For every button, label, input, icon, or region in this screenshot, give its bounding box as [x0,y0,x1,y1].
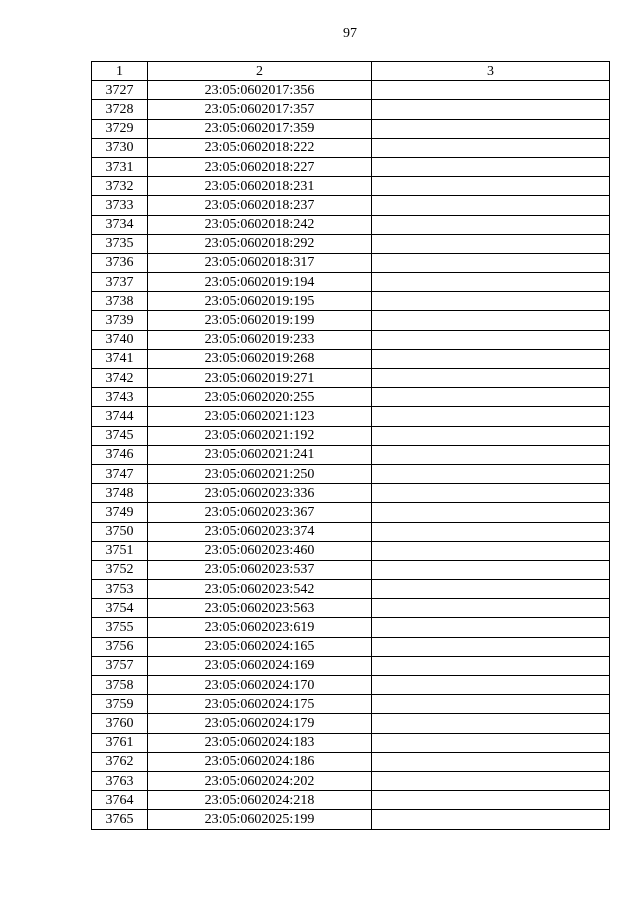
cadastral-number-cell: 23:05:0602019:271 [148,369,372,388]
cadastral-number-cell: 23:05:0602017:359 [148,119,372,138]
cadastral-number-cell: 23:05:0602019:195 [148,292,372,311]
notes-cell [372,388,610,407]
table-row [92,273,610,292]
cadastral-number-cell: 23:05:0602024:183 [148,733,372,752]
row-number-cell: 3752 [92,560,148,579]
table-row [92,637,610,656]
cadastral-number-cell: 23:05:0602021:241 [148,445,372,464]
row-number-cell: 3733 [92,196,148,215]
table-row [92,714,610,733]
table-row [92,177,610,196]
row-number-cell: 3741 [92,349,148,368]
row-number-cell: 3736 [92,253,148,272]
notes-cell [372,560,610,579]
row-number-cell: 3727 [92,81,148,100]
notes-cell [372,733,610,752]
cadastral-number-cell: 23:05:0602021:250 [148,464,372,483]
row-number-cell: 3755 [92,618,148,637]
table-row [92,771,610,790]
table-row [92,599,610,618]
table-row [92,234,610,253]
row-number-cell: 3760 [92,714,148,733]
row-number-cell: 3731 [92,157,148,176]
row-number-cell: 3738 [92,292,148,311]
notes-cell [372,253,610,272]
notes-cell [372,714,610,733]
cadastral-number-cell: 23:05:0602023:460 [148,541,372,560]
row-number-cell: 3743 [92,388,148,407]
notes-cell [372,81,610,100]
notes-cell [372,157,610,176]
table-body [92,62,610,830]
row-number-cell: 3746 [92,445,148,464]
notes-cell [372,426,610,445]
row-number-cell: 3745 [92,426,148,445]
notes-cell [372,791,610,810]
table-row [92,656,610,675]
table-row [92,445,610,464]
cadastral-number-cell: 23:05:0602018:242 [148,215,372,234]
table-row [92,618,610,637]
table-row [92,349,610,368]
cadastral-number-cell: 23:05:0602021:192 [148,426,372,445]
cadastral-number-cell: 23:05:0602023:619 [148,618,372,637]
table-row [92,119,610,138]
cadastral-number-cell: 23:05:0602024:186 [148,752,372,771]
notes-cell [372,100,610,119]
notes-cell [372,138,610,157]
table-row [92,464,610,483]
table-row [92,311,610,330]
cadastral-number-cell: 23:05:0602023:542 [148,580,372,599]
notes-cell [372,599,610,618]
notes-cell [372,522,610,541]
cadastral-number-cell: 23:05:0602024:179 [148,714,372,733]
table-row [92,676,610,695]
cadastral-table [91,61,610,830]
cadastral-number-cell: 23:05:0602018:317 [148,253,372,272]
row-number-cell: 3761 [92,733,148,752]
table-row [92,138,610,157]
table-row [92,503,610,522]
cadastral-number-cell: 23:05:0602019:233 [148,330,372,349]
notes-cell [372,580,610,599]
cadastral-number-cell: 23:05:0602024:218 [148,791,372,810]
table-row [92,733,610,752]
table-row [92,791,610,810]
row-number-cell: 3759 [92,695,148,714]
notes-cell [372,676,610,695]
table-header-row [92,62,610,81]
row-number-cell: 3730 [92,138,148,157]
row-number-cell: 3729 [92,119,148,138]
row-number-cell: 3758 [92,676,148,695]
cadastral-number-cell: 23:05:0602024:175 [148,695,372,714]
row-number-cell: 3735 [92,234,148,253]
table-row [92,196,610,215]
row-number-cell: 3732 [92,177,148,196]
table-row [92,100,610,119]
row-number-cell: 3754 [92,599,148,618]
cadastral-number-cell: 23:05:0602018:292 [148,234,372,253]
notes-cell [372,369,610,388]
table-row [92,426,610,445]
notes-cell [372,771,610,790]
cadastral-number-cell: 23:05:0602017:357 [148,100,372,119]
cadastral-number-cell: 23:05:0602023:537 [148,560,372,579]
row-number-cell: 3751 [92,541,148,560]
notes-cell [372,273,610,292]
table-row [92,330,610,349]
notes-cell [372,484,610,503]
table-row [92,695,610,714]
table-row [92,752,610,771]
table-row [92,407,610,426]
notes-cell [372,292,610,311]
cadastral-number-cell: 23:05:0602025:199 [148,810,372,829]
row-number-cell: 3749 [92,503,148,522]
table-row [92,81,610,100]
notes-cell [372,177,610,196]
notes-cell [372,810,610,829]
table-row [92,560,610,579]
table-row [92,484,610,503]
table-row [92,157,610,176]
notes-cell [372,349,610,368]
notes-cell [372,196,610,215]
cadastral-number-cell: 23:05:0602024:169 [148,656,372,675]
cadastral-number-cell: 23:05:0602024:170 [148,676,372,695]
cadastral-number-cell: 23:05:0602017:356 [148,81,372,100]
row-number-cell: 3750 [92,522,148,541]
notes-cell [372,541,610,560]
cadastral-number-cell: 23:05:0602020:255 [148,388,372,407]
cadastral-number-cell: 23:05:0602018:227 [148,157,372,176]
table-row [92,292,610,311]
table-row [92,215,610,234]
cadastral-number-cell: 23:05:0602018:222 [148,138,372,157]
cadastral-number-cell: 23:05:0602019:194 [148,273,372,292]
row-number-cell: 3748 [92,484,148,503]
notes-cell [372,119,610,138]
page-number: 97 [343,26,357,41]
table-row [92,541,610,560]
cadastral-number-cell: 23:05:0602018:231 [148,177,372,196]
row-number-cell: 3765 [92,810,148,829]
cadastral-number-cell: 23:05:0602023:374 [148,522,372,541]
table-row [92,369,610,388]
notes-cell [372,330,610,349]
table-row [92,253,610,272]
row-number-cell: 3739 [92,311,148,330]
notes-cell [372,752,610,771]
notes-cell [372,618,610,637]
notes-cell [372,503,610,522]
cadastral-number-cell: 23:05:0602024:165 [148,637,372,656]
notes-cell [372,695,610,714]
notes-cell [372,407,610,426]
row-number-cell: 3744 [92,407,148,426]
notes-cell [372,464,610,483]
column-header-1: 1 [92,62,148,81]
table-row [92,522,610,541]
notes-cell [372,215,610,234]
column-header-2: 2 [148,62,372,81]
row-number-cell: 3757 [92,656,148,675]
row-number-cell: 3753 [92,580,148,599]
notes-cell [372,445,610,464]
notes-cell [372,656,610,675]
column-header-3: 3 [372,62,610,81]
notes-cell [372,637,610,656]
cadastral-number-cell: 23:05:0602019:268 [148,349,372,368]
row-number-cell: 3763 [92,771,148,790]
cadastral-number-cell: 23:05:0602023:367 [148,503,372,522]
cadastral-number-cell: 23:05:0602024:202 [148,771,372,790]
row-number-cell: 3764 [92,791,148,810]
cadastral-number-cell: 23:05:0602023:336 [148,484,372,503]
cadastral-number-cell: 23:05:0602018:237 [148,196,372,215]
table-row [92,388,610,407]
row-number-cell: 3747 [92,464,148,483]
notes-cell [372,234,610,253]
cadastral-number-cell: 23:05:0602019:199 [148,311,372,330]
cadastral-number-cell: 23:05:0602021:123 [148,407,372,426]
row-number-cell: 3742 [92,369,148,388]
notes-cell [372,311,610,330]
cadastral-number-cell: 23:05:0602023:563 [148,599,372,618]
table-row [92,810,610,829]
row-number-cell: 3740 [92,330,148,349]
row-number-cell: 3728 [92,100,148,119]
row-number-cell: 3734 [92,215,148,234]
row-number-cell: 3737 [92,273,148,292]
row-number-cell: 3756 [92,637,148,656]
row-number-cell: 3762 [92,752,148,771]
table-row [92,580,610,599]
